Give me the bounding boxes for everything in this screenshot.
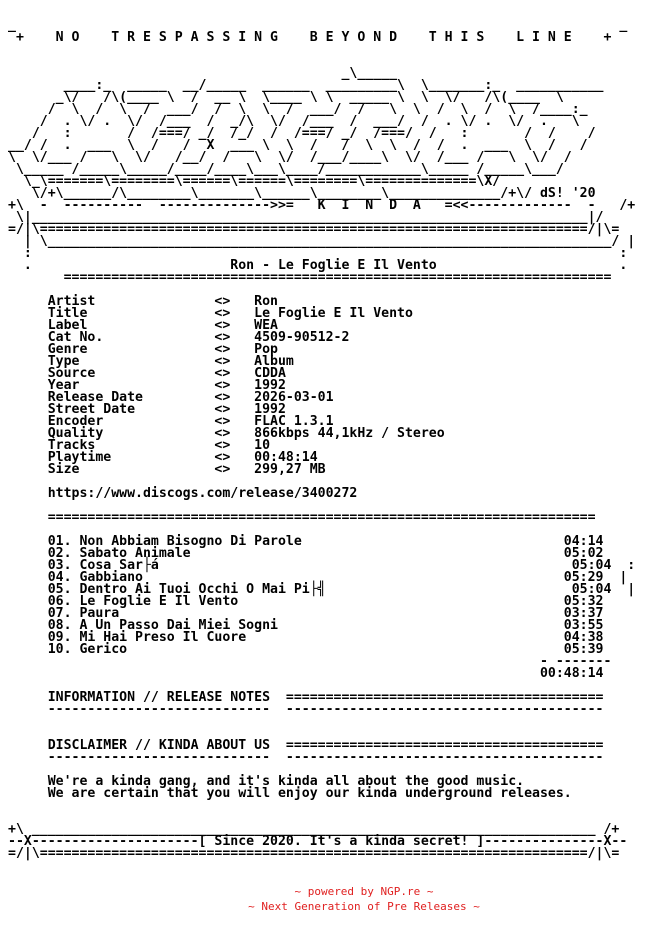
nfo-line: - ------- [8,654,612,669]
nfo-line: INFORMATION // RELEASE NOTES ======================================== [8,690,604,705]
tagline-text: ~ Next Generation of Pre Releases ~ [248,900,480,913]
nfo-line: \ \/___ / \ \/ /__/ / \ \/ /___/____\ \/ /___ / \ \/ / [8,150,572,165]
nfo-line: Source <> CDDA [8,366,286,381]
nfo-line: Playtime <> 00:48:14 [8,450,318,465]
nfo-line: Title <> Le Foglie E Il Vento [8,306,413,321]
nfo-line: | \_______________________________________________________________________/ | [8,234,636,249]
nfo-line: 02. Sabato Animale 05:02 [8,546,604,561]
nfo-line: Type <> Album [8,354,294,369]
nfo-line: / . \/ . \/ /___ / _/\ \/ /___ / ___/ / . \/ . \/ . \ [8,114,580,129]
nfo-line: / : / /===/ _/ /_/ / /===/ _/ /===/ / : / / / [8,126,596,141]
nfo-line: \/+\______/\________\_______\______\________\______________/+\/ dS! '20 [8,186,596,201]
nfo-line: +\ _______________________________________________________________________ /+ [8,822,620,837]
nfo-line: Street Date <> 1992 [8,402,286,417]
nfo-line: We're a kinda gang, and it's kinda all about the good music. [8,774,525,789]
nfo-line: DISCLAIMER // KINDA ABOUT US ======================================== [8,738,604,753]
nfo-line: 08. A Un Passo Dai Miei Sogni 03:55 [8,618,604,633]
nfo-line: + N O T R E S P A S S I N G B E Y O N D T H I S L I N E + [8,30,612,45]
nfo-line: =/|\=====================================================================/|\= [8,846,620,861]
nfo-line: \_\=======\========\======\======\========\==============\X/ [8,174,501,189]
footer [0,884,656,914]
nfo-line: \|______________________________________________________________________|/ [8,210,604,225]
nfo-line: We are certain that you will enjoy our kinda underground releases. [8,786,572,801]
nfo-line: =/|\=====================================================================/|\= [8,222,620,237]
nfo-line: 03. Cosa Sar├á 05:04 : [8,558,636,573]
nfo-line: Label <> WEA [8,318,278,333]
nfo-line: ---------------------------- ---------------------------------------- [8,750,604,765]
nfo-line: _\_____ [8,66,398,81]
nfo-line: 07. Paura 03:37 [8,606,604,621]
nfo-line: 05. Dentro Ai Tuoi Occhi O Mai Pi├╣ 05:04 | [8,582,636,597]
nfo-line: _\/ /\(____ \ / __ \ \____ \ \ _____ \ \ \/ /\(____ \ [8,90,564,105]
nfo-line: Quality <> 866kbps 44,1kHz / Stereo [8,426,445,441]
nfo-line: / \ / \ / ___/ / \ \ / ___/ / \ \ / \ / \ /____:_ [8,102,588,117]
nfo-line: ____:_ _____ __/_____ ______ _________\ \_______:_ ___________ [8,78,604,93]
nfo-line: Encoder <> FLAC 1.3.1 [8,414,334,429]
nfo-line: Year <> 1992 [8,378,286,393]
nfo-line: Artist <> Ron [8,294,278,309]
nfo-line: Cat No. <> 4509-90512-2 [8,330,350,345]
nfo-line: ===================================================================== [8,270,612,285]
nfo-line: 00:48:14 [8,666,604,681]
nfo-line: Size <> 299,27 MB [8,462,326,477]
nfo-line: _ _ [8,18,628,33]
nfo-line: Genre <> Pop [8,342,278,357]
nfo-line: __/ / . ___ \ / / X ___ \ \ / / \ \ / / . ___ \ / / [8,138,588,153]
nfo-line: ---------------------------- ---------------------------------------- [8,702,604,717]
nfo-line: \_____ /_____\_____/____/____\___\____/____________\_____ /_____\___/ [8,162,564,177]
nfo-art-text [8,20,635,860]
nfo-line: 04. Gabbiano 05:29 | [8,570,628,585]
nfo-line: : : [8,246,628,261]
nfo-line: 09. Mi Hai Preso Il Cuore 04:38 [8,630,604,645]
nfo-line[interactable]: https://www.discogs.com/release/3400272 [8,486,358,501]
nfo-line: . Ron - Le Foglie E Il Vento . [8,258,628,273]
powered-by-text: ~ powered by NGP.re ~ [294,885,434,898]
nfo-line: Tracks <> 10 [8,438,271,453]
nfo-line: ===================================================================== [8,510,596,525]
nfo-line: +\ - ---------- -------------->>= K I N D A =<<------------- - /+ [8,198,636,213]
nfo-line: 01. Non Abbiam Bisogno Di Parole 04:14 [8,534,604,549]
nfo-line: 06. Le Foglie E Il Vento 05:32 [8,594,604,609]
nfo-line: 10. Gerico 05:39 [8,642,604,657]
nfo-line: Release Date <> 2026-03-01 [8,390,334,405]
nfo-line: --X---------------------[ Since 2020. It's a kinda secret! ]---------------X-- [8,834,628,849]
